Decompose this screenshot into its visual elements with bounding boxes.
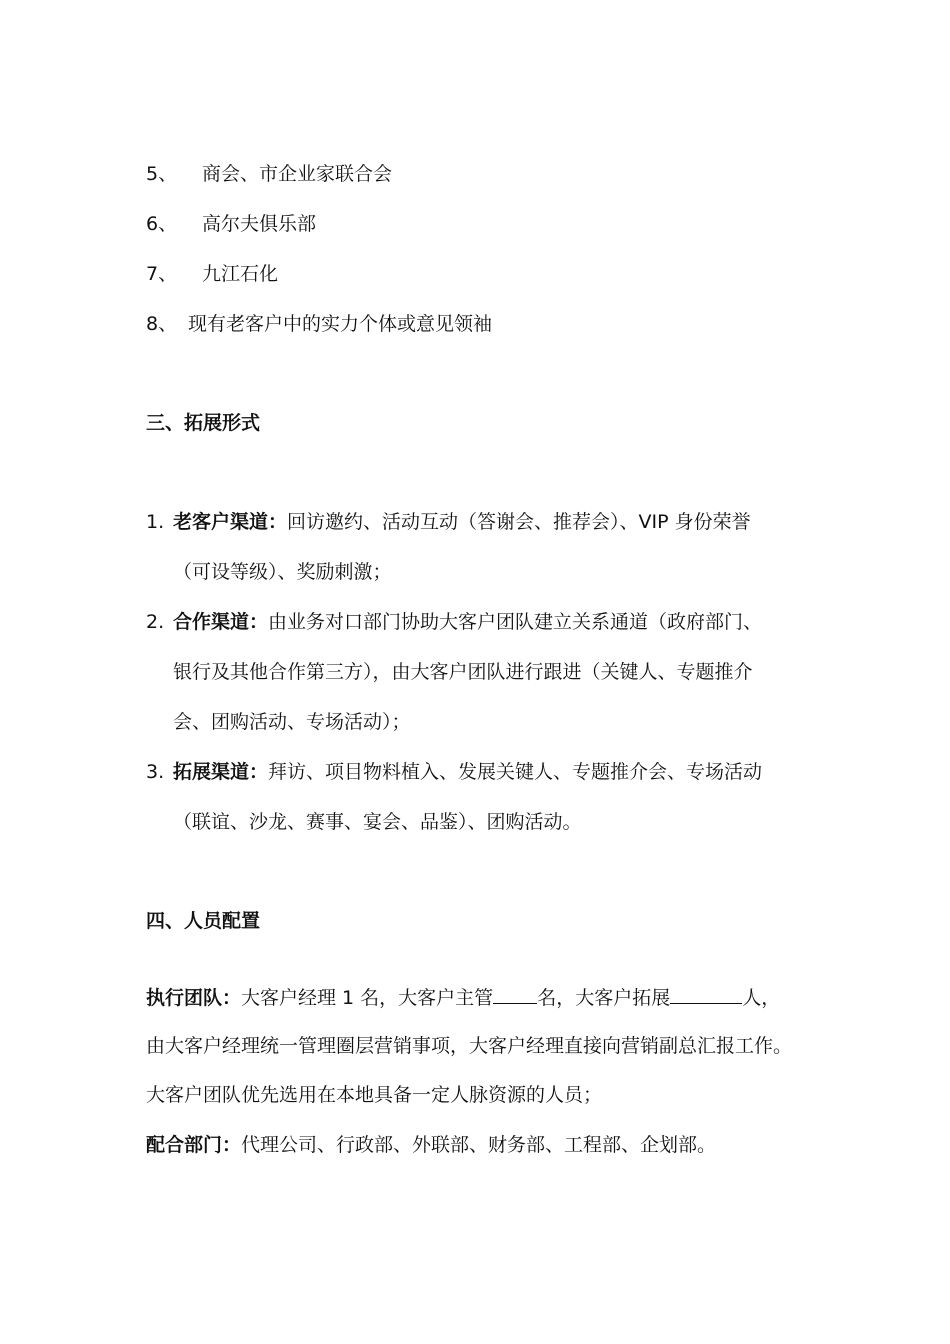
list-number: 8、 [146, 313, 178, 335]
item-text: 由业务对口部门协助大客户团队建立关系通道（政府部门、 [268, 611, 763, 633]
item-continuation: （可设等级）、奖励刺激； [173, 561, 392, 583]
section-heading-expansion: 三、拓展形式 [146, 412, 261, 434]
list-text: 现有老客户中的实力个体或意见领袖 [188, 313, 493, 335]
list-text: 九江石化 [202, 263, 279, 285]
section-heading-staffing: 四、人员配置 [146, 910, 261, 932]
department-line [146, 1133, 716, 1157]
list-item [146, 760, 762, 784]
team-line [146, 985, 780, 1010]
department-label: 配合部门： [146, 1134, 242, 1156]
item-label: 合作渠道： [173, 611, 269, 633]
item-label: 拓展渠道： [173, 761, 269, 783]
blank-field [493, 985, 537, 1004]
list-item [146, 510, 751, 534]
list-number: 2. [146, 611, 165, 633]
team-continuation: 大客户团队优先选用在本地具备一定人脉资源的人员； [146, 1084, 603, 1106]
team-continuation: 由大客户经理统一管理圈层营销事项，大客户经理直接向营销副总汇报工作。 [146, 1035, 793, 1057]
item-label: 老客户渠道： [173, 511, 288, 533]
team-text: 名，大客户拓展 [537, 987, 671, 1009]
item-text: 回访邀约、活动互动（答谢会、推荐会）、VIP 身份荣誉 [287, 511, 751, 533]
team-text: 人， [742, 987, 781, 1009]
list-item [146, 312, 492, 336]
list-number: 6、 [146, 213, 178, 235]
item-text: 拜访、项目物料植入、发展关键人、专题推介会、专场活动 [268, 761, 763, 783]
department-text: 代理公司、行政部、外联部、财务部、工程部、企划部。 [241, 1134, 717, 1156]
list-number: 5、 [146, 163, 178, 185]
team-label: 执行团队： [146, 987, 242, 1009]
item-continuation: （联谊、沙龙、赛事、宴会、品鉴）、团购活动。 [173, 811, 582, 833]
item-continuation: 银行及其他合作第三方），由大客户团队进行跟进（关键人、专题推介 [173, 661, 753, 683]
list-number: 3. [146, 761, 165, 783]
list-text: 高尔夫俱乐部 [202, 213, 317, 235]
list-number: 1. [146, 511, 165, 533]
team-text: 大客户经理 1 名，大客户主管 [241, 987, 494, 1009]
list-number: 7、 [146, 263, 178, 285]
list-text: 商会、市企业家联合会 [202, 163, 393, 185]
item-continuation: 会、团购活动、专场活动）； [173, 711, 411, 733]
list-item [146, 162, 392, 186]
list-item [146, 212, 316, 236]
blank-field [670, 985, 742, 1004]
list-item [146, 262, 278, 286]
list-item [146, 610, 762, 634]
